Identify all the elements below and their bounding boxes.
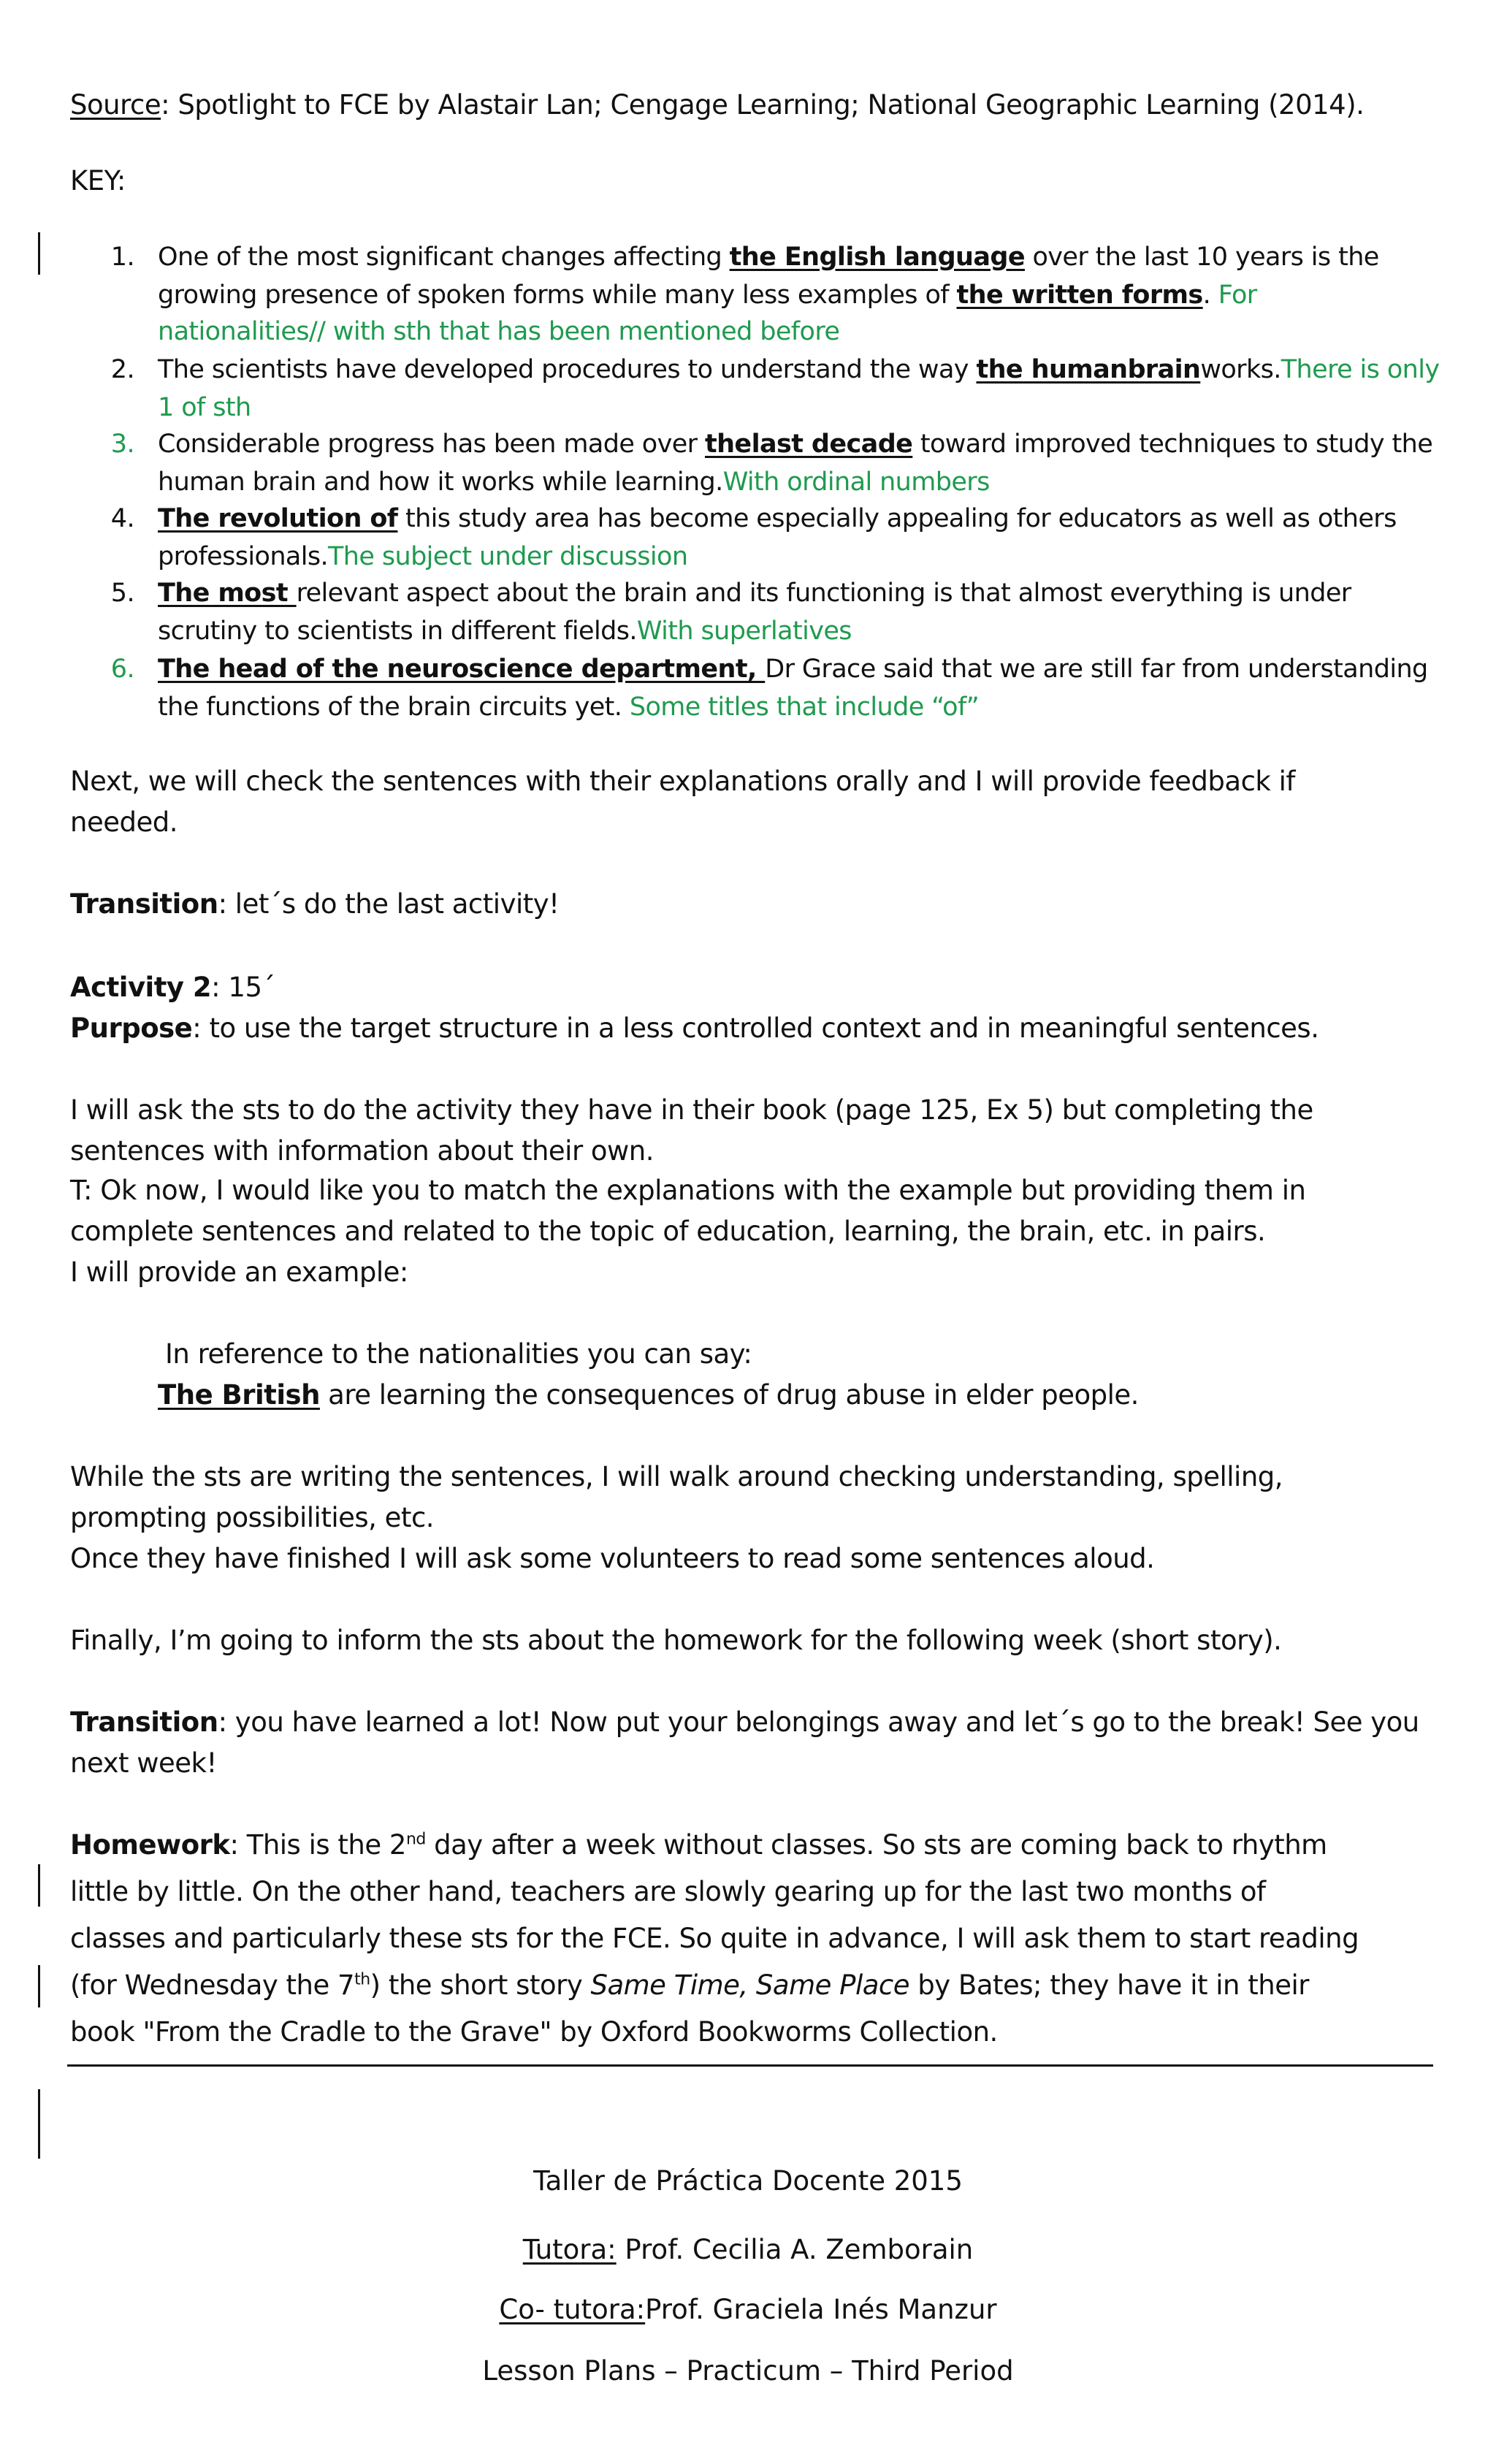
key-item-text: Considerable progress has been made over thelast decade toward improved techniques to study the	[158, 430, 1433, 459]
para1-line-2: sentences with information about their own.	[70, 1135, 654, 1167]
footer-lesson-plans: Lesson Plans – Practicum – Third Period	[482, 2355, 1014, 2387]
para1-line-5: I will provide an example:	[70, 1256, 408, 1288]
key-item-1-line-2: growing presence of spoken forms while many less examples of the written forms. For	[158, 281, 1257, 310]
revision-bar	[38, 2089, 40, 2159]
para2-line-1: While the sts are writing the sentences, I will walk around checking understanding, spelling,	[70, 1461, 1283, 1492]
example-sentence: The British are learning the consequences of drug abuse in elder people.	[158, 1379, 1139, 1411]
finally-line: Finally, I’m going to inform the sts about the homework for the following week (short story).	[70, 1625, 1282, 1656]
key-item-2-explanation: 1 of sth	[158, 393, 251, 422]
transition-2: Transition: you have learned a lot! Now put your belongings away and let´s go to the break! See you	[70, 1706, 1419, 1738]
para1-line-1: I will ask the sts to do the activity they have in their book (page 125, Ex 5) but completing the	[70, 1094, 1313, 1126]
activity-2: Activity 2: 15´	[70, 972, 275, 1003]
footer-tutora: Tutora: Prof. Cecilia A. Zemborain	[522, 2234, 974, 2265]
revision-bar	[38, 232, 40, 275]
source-line	[70, 86, 1364, 124]
homework-line-2: little by little. On the other hand, teachers are slowly gearing up for the last two months of	[70, 1876, 1266, 1907]
key-item-5-line-2: scrutiny to scientists in different fields.With superlatives	[158, 617, 852, 646]
homework-line-5: book "From the Cradle to the Grave" by Oxford Bookworms Collection.	[70, 2016, 998, 2048]
para1-line-4: complete sentences and related to the topic of education, learning, the brain, etc. in pairs.	[70, 1216, 1266, 1247]
key-item-1-explanation: nationalities// with sth that has been mentioned before	[158, 317, 840, 346]
key-item-number: 5.	[110, 579, 134, 608]
key-item-text: The revolution of this study area has become especially appealing for educators as well as others	[158, 504, 1397, 533]
key-item-text: The most relevant aspect about the brain and its functioning is that almost everything is under	[158, 579, 1351, 608]
source-label: Source	[70, 89, 161, 121]
para2-line-3: Once they have finished I will ask some volunteers to read some sentences aloud.	[70, 1543, 1155, 1574]
key-item-number: 1.	[110, 243, 134, 272]
footer-cotutora: Co- tutora:Prof. Graciela Inés Manzur	[499, 2294, 997, 2325]
footer-title: Taller de Práctica Docente 2015	[533, 2165, 963, 2197]
key-item-text: The scientists have developed procedures to understand the way the humanbrainworks.There is only	[158, 355, 1440, 384]
purpose: Purpose: to use the target structure in a less controlled context and in meaningful sentences.	[70, 1012, 1319, 1044]
footer-divider	[67, 2064, 1433, 2067]
revision-bar	[38, 1864, 40, 1907]
para1-line-3: T: Ok now, I would like you to match the explanations with the example but providing them in	[70, 1175, 1306, 1206]
key-item-6-line-2: the functions of the brain circuits yet. Some titles that include “of”	[158, 693, 980, 722]
key-item-3-line-2: human brain and how it works while learning.With ordinal numbers	[158, 468, 990, 497]
key-item-number: 4.	[110, 504, 134, 533]
key-item-text: One of the most significant changes affecting the English language over the last 10 years is the	[158, 243, 1379, 272]
key-item-text: The head of the neuroscience department, Dr Grace said that we are still far from understanding	[158, 655, 1428, 684]
next-line-1: Next, we will check the sentences with their explanations orally and I will provide feedback if	[70, 766, 1295, 797]
key-item-number: 3.	[110, 430, 134, 459]
homework-line-4: (for Wednesday the 7th) the short story Same Time, Same Place by Bates; they have it in their	[70, 1969, 1309, 2001]
key-item-4-line-2: professionals.The subject under discussion	[158, 542, 688, 571]
transition-1: Transition: let´s do the last activity!	[70, 888, 560, 920]
transition-2-line-2: next week!	[70, 1747, 217, 1779]
key-item-number: 2.	[110, 355, 134, 384]
example-intro: In reference to the nationalities you can say:	[165, 1338, 752, 1370]
source-text: : Spotlight to FCE by Alastair Lan; Cengage Learning; National Geographic Learning (2014).	[161, 89, 1365, 121]
next-line-2: needed.	[70, 806, 178, 838]
key-heading: KEY:	[70, 165, 126, 197]
homework-line-1: Homework: This is the 2nd day after a week without classes. So sts are coming back to rhythm	[70, 1829, 1327, 1861]
revision-bar	[38, 1965, 40, 2007]
key-item-number: 6.	[110, 655, 134, 684]
para2-line-2: prompting possibilities, etc.	[70, 1502, 435, 1533]
homework-line-3: classes and particularly these sts for the FCE. So quite in advance, I will ask them to start reading	[70, 1923, 1359, 1954]
